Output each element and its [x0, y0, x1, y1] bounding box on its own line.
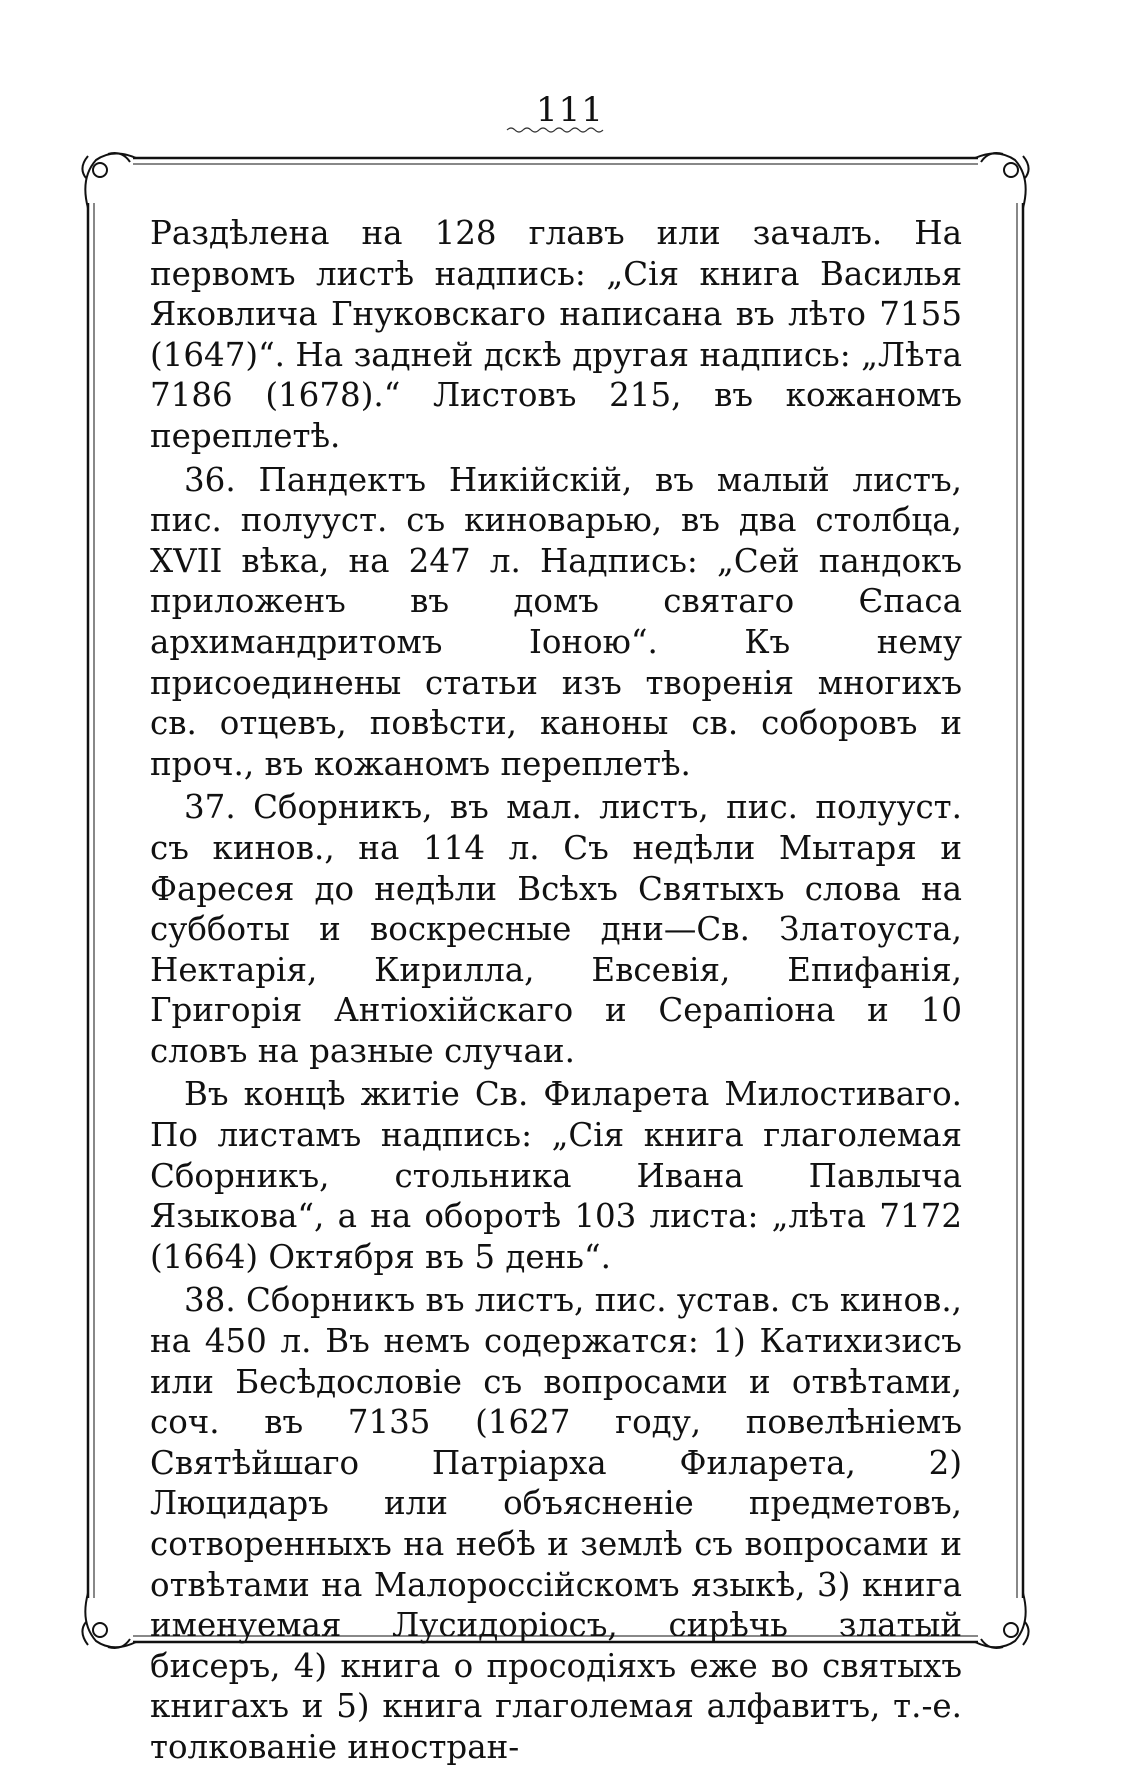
corner-ornament-bottom-left	[82, 1593, 136, 1648]
paragraph: 37. Сборникъ, въ мал. листъ, пис. полууст. съ кинов., на 114 л. Съ недѣли Мытаря и Фаресея до недѣли Всѣхъ Святыхъ слова на субботы и воскресные дни—Св. Златоуста, Нектарія, Кирилла, Евсевія, Епифанія, Григорія Антіохійскаго и Серапіона и 10 словъ на разные случаи.	[150, 788, 962, 1070]
corner-ornament-top-left	[82, 153, 136, 208]
wavy-underline-ornament	[505, 125, 605, 135]
paragraph: Раздѣлена на 128 главъ или зачалъ. На первомъ листѣ надпись: „Сія книга Василья Яковлича Гнуковскаго написана въ лѣто 7155 (1647)“. На задней дскѣ другая надпись: „Лѣта 7186 (1678).“ Листовъ 215, въ кожаномъ переплетѣ.	[150, 214, 962, 455]
corner-ornament-bottom-right	[975, 1593, 1029, 1648]
paragraph: Въ концѣ житіе Св. Филарета Милостиваго. По листамъ надпись: „Сія книга глаголемая Сборникъ, стольника Ивана Павлыча Языкова“, а на оборотѣ 103 листа: „лѣта 7172 (1664) Октября въ 5 день“.	[150, 1075, 962, 1276]
paragraph: 38. Сборникъ въ листъ, пис. устав. съ кинов., на 450 л. Въ немъ содержатся: 1) Катихизисъ или Бесѣдословіе съ вопросами и отвѣтами, соч. въ 7135 (1627 году, повелѣніемъ Святѣйшаго Патріарха Филарета, 2) Люцидаръ или объясненіе предметовъ, сотворенныхъ на небѣ и землѣ съ вопросами и отвѣтами на Малороссійскомъ языкѣ, 3) книга именуемая Лусидоріосъ, сирѣчь златый бисеръ, 4) книга о просодіяхъ еже во святыхъ книгахъ и 5) книга глаголемая алфавитъ, т.-е. толкованіе иностран-	[150, 1281, 962, 1766]
paragraph: 36. Пандектъ Никійскій, въ малый листъ, пис. полууст. съ киноварью, въ два столбца, XVII вѣка, на 247 л. Надпись: „Сей пандокъ приложенъ въ домъ святаго Єпаса архимандритомъ Іоною“. Къ нему присоединены статьи изъ творенія многихъ св. отцевъ, повѣсти, каноны св. соборовъ и проч., въ кожаномъ переплетѣ.	[150, 460, 962, 783]
main-text	[150, 213, 962, 1771]
corner-ornament-top-right	[975, 153, 1029, 208]
page-number: 111	[536, 90, 604, 130]
